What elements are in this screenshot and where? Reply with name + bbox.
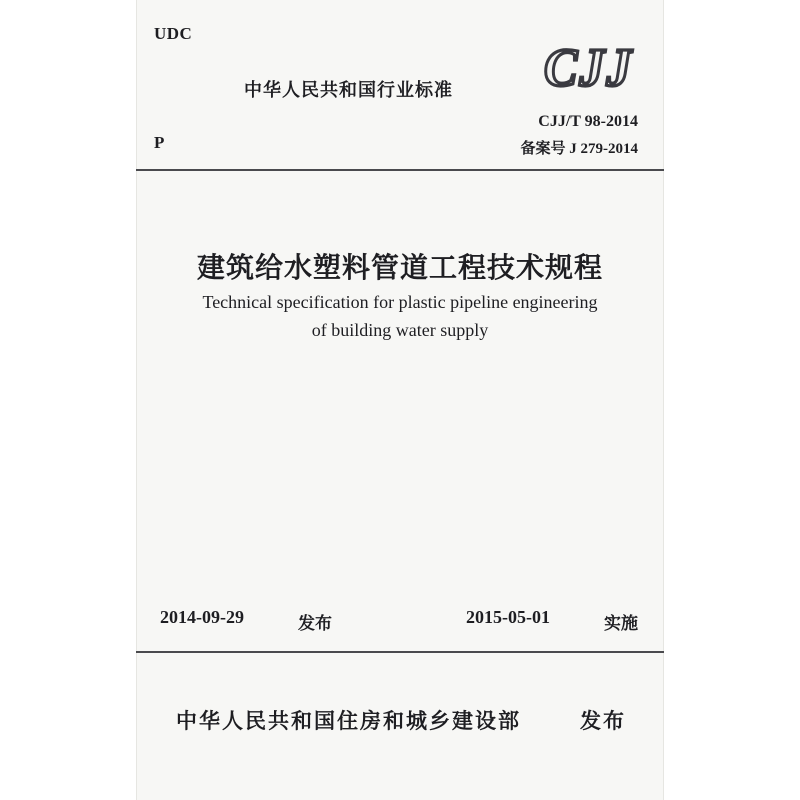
standard-code: CJJ/T 98-2014: [538, 113, 638, 130]
cjj-logo: CJJ: [544, 36, 634, 98]
industry-standard-heading: 中华人民共和国行业标准: [244, 80, 453, 101]
implementation-date: 2015-05-01: [466, 607, 550, 627]
filing-number: 备案号 J 279-2014: [520, 141, 638, 157]
title-english-line-2: of building water supply: [311, 320, 489, 340]
udc-label: UDC: [154, 24, 193, 43]
classification-code: P: [154, 133, 165, 152]
issue-label: 发布: [298, 614, 332, 634]
standard-cover: [136, 0, 664, 800]
title-english-line-1: Technical specification for plastic pipeline engineering: [202, 292, 598, 312]
bottom-divider: [136, 651, 664, 653]
publisher-name: 中华人民共和国住房和城乡建设部: [176, 709, 521, 733]
title-chinese: 建筑给水塑料管道工程技术规程: [196, 251, 603, 284]
top-divider: [136, 169, 664, 171]
publish-label: 发布: [580, 709, 626, 733]
implementation-label: 实施: [604, 614, 638, 634]
issue-date: 2014-09-29: [160, 607, 244, 627]
